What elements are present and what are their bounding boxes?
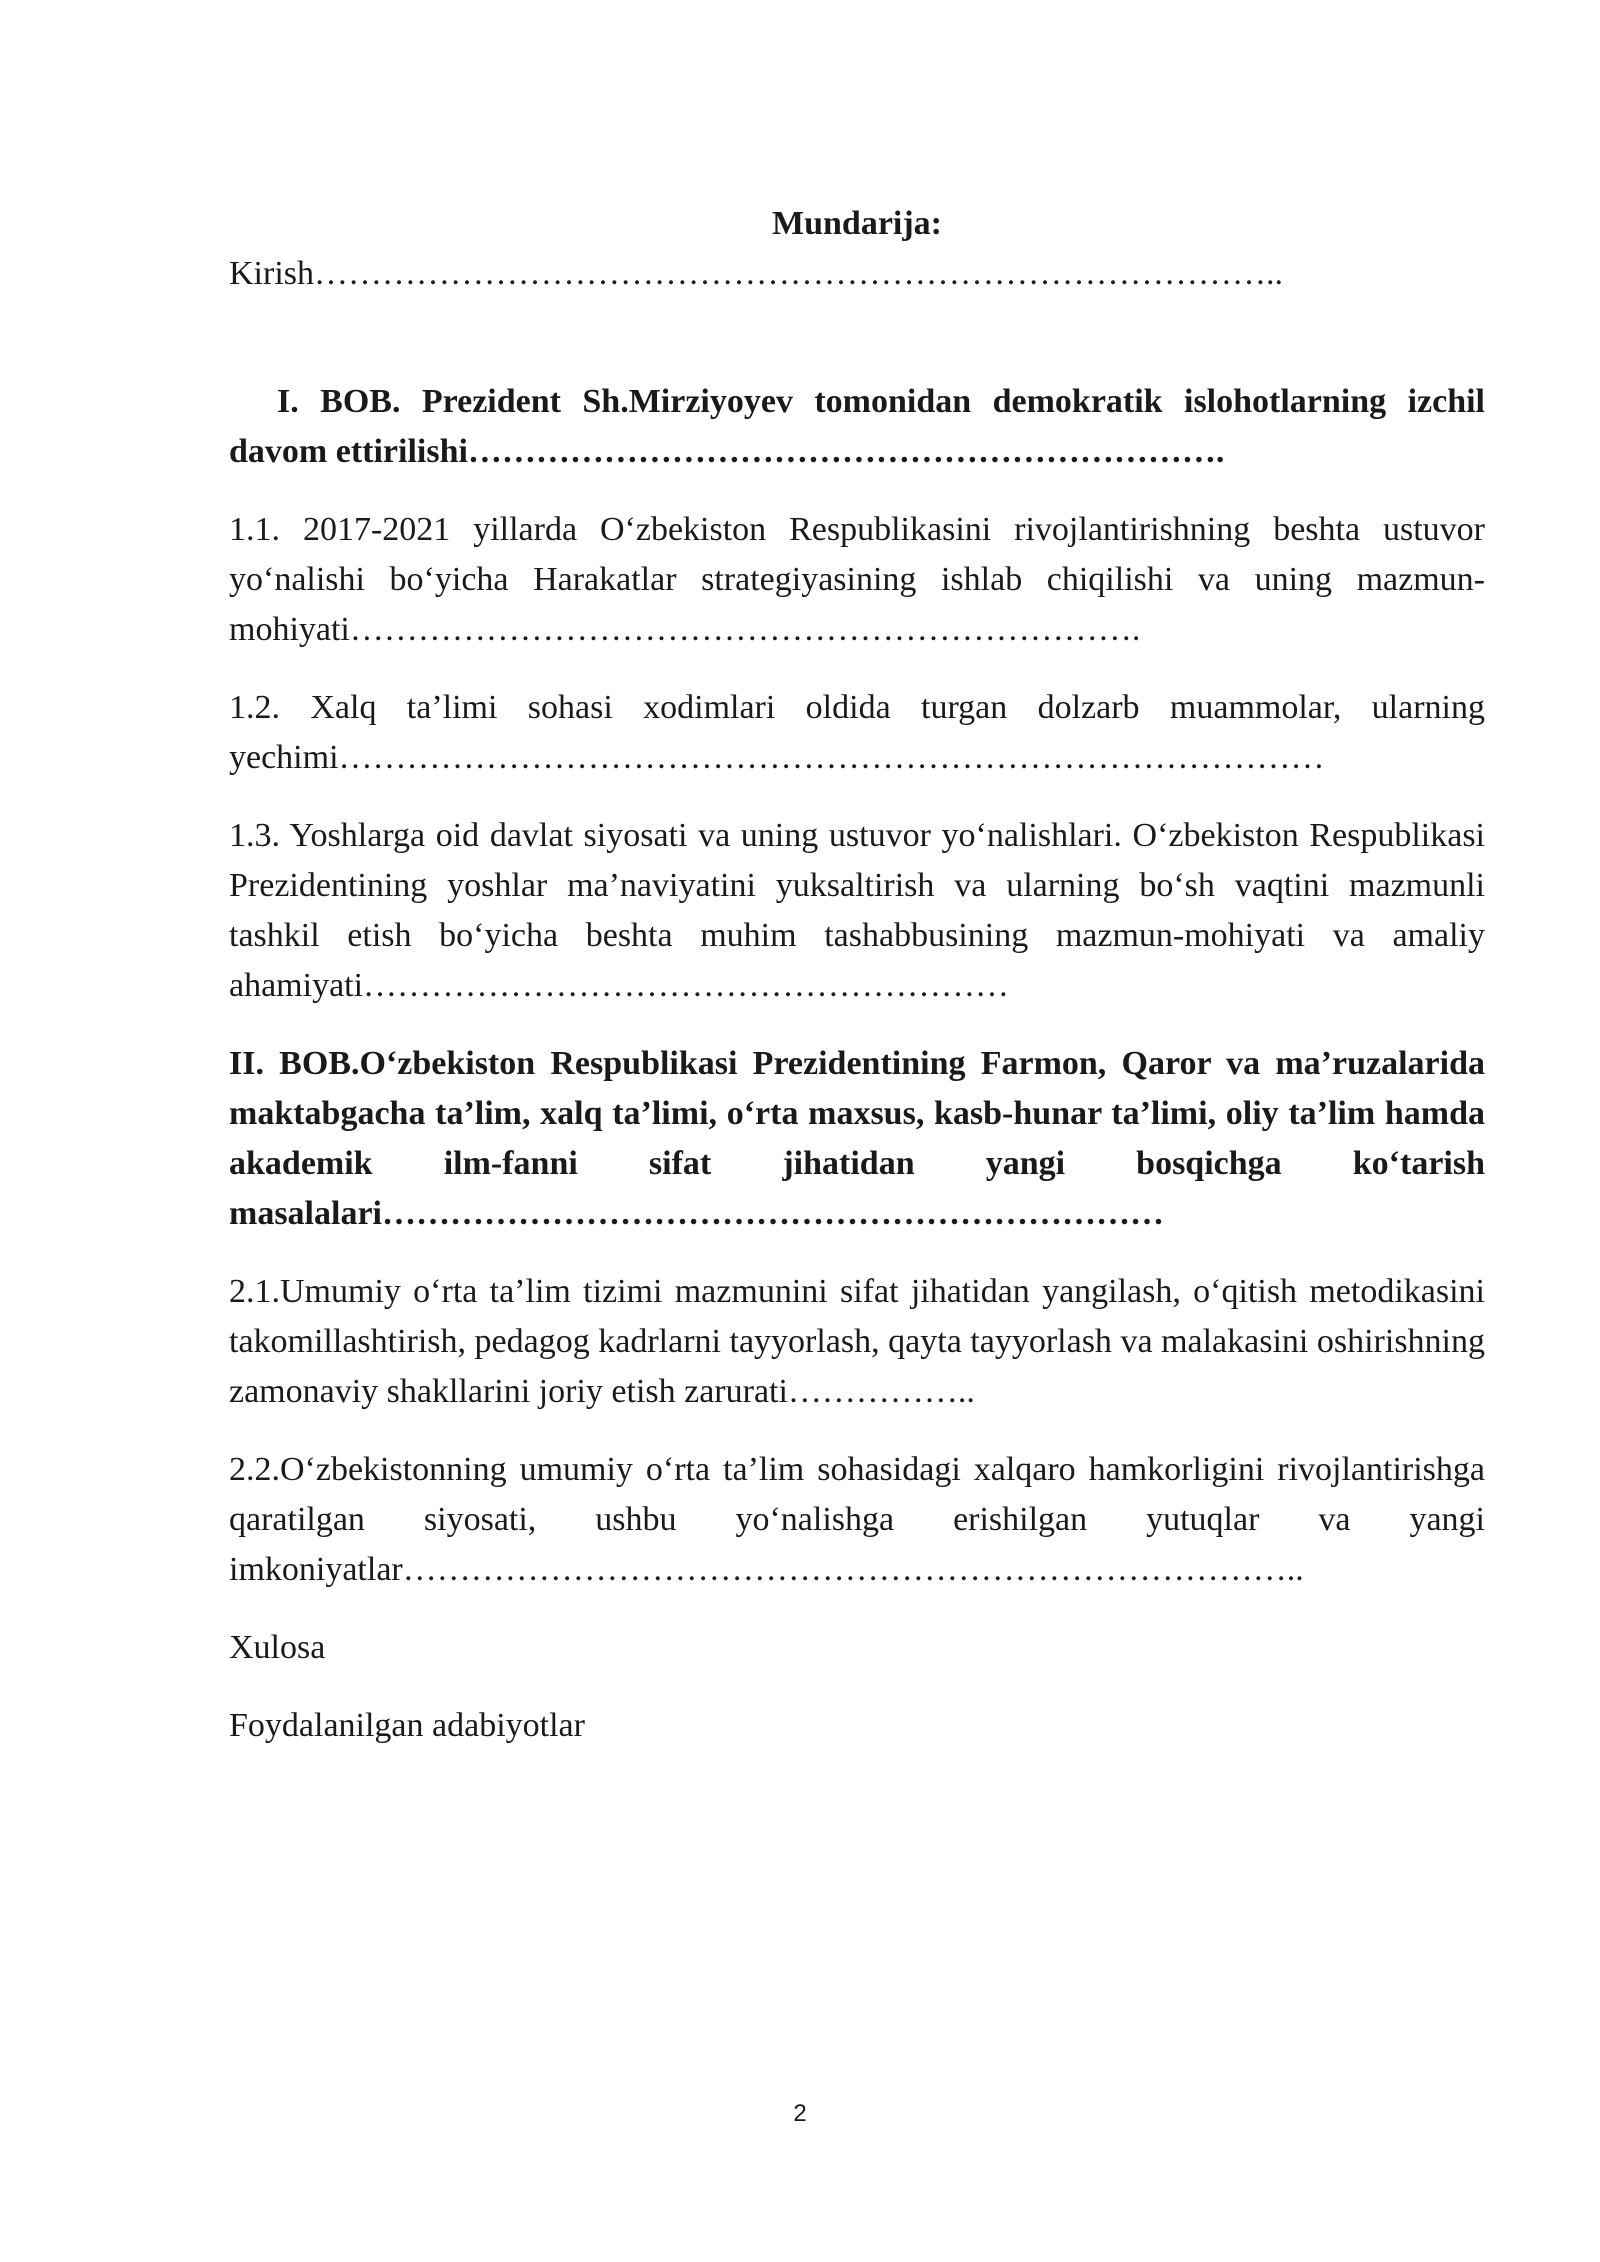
toc-entry-introduction: Kirish…………………………………………………………………………..: [229, 255, 1283, 292]
toc-entry-section-2-1: 2.1.Umumiy o‘rta ta’lim tizimi mazmunini sifat jihatidan yangilash, o‘qitish metodikasini takomillashtirish, pedagog kadrlarni tayyorlash, qayta tayyorlash va malakasini oshirishning zamonaviy shakllarini joriy etish zarurati……………..: [229, 1273, 1485, 1410]
toc-entry-conclusion: Xulosa: [229, 1629, 326, 1666]
toc-entry-chapter-1: I. BOB. Prezident Sh.Mirziyoyev tomonidan demokratik islohotlarning izchil davom ettirilishi………………………………………………………….: [229, 383, 1485, 470]
page-number: 2: [793, 2100, 807, 2127]
toc-entry-section-2-2: 2.2.O‘zbekistonning umumiy o‘rta ta’lim sohasidagi xalqaro hamkorligini rivojlantirishga qaratilgan siyosati, ushbu yo‘nalishga erishilgan yutuqlar va yangi imkoniyatlar……………………………………………………………………..: [229, 1451, 1485, 1588]
toc-entry-references: Foydalanilgan adabiyotlar: [229, 1707, 585, 1744]
table-of-contents: [229, 199, 1485, 1751]
toc-entry-section-1-1: 1.1. 2017-2021 yillarda O‘zbekiston Respublikasini rivojlantirishning beshta ustuvor yo‘nalishi bo‘yicha Harakatlar strategiyasining ishlab chiqilishi va uning mazmun-mohiyati…………………………………………………………….: [229, 511, 1485, 648]
toc-entry-section-1-3: 1.3. Yoshlarga oid davlat siyosati va uning ustuvor yo‘nalishlari. O‘zbekiston Respublikasi Prezidentining yoshlar ma’naviyatini yuksaltirish va ularning bo‘sh vaqtini mazmunli tashkil etish bo‘yicha beshta muhim tashabbusining mazmun-mohiyati va amaliy ahamiyati…………………………………………………: [229, 817, 1485, 1004]
toc-entry-section-1-2: 1.2. Xalq ta’limi sohasi xodimlari oldida turgan dolzarb muammolar, ularning yechimi……………………………………………………………………………: [229, 689, 1485, 776]
toc-entry-chapter-2: II. BOB.O‘zbekiston Respublikasi Prezidentining Farmon, Qaror va ma’ruzalarida maktabgacha ta’lim, xalq ta’limi, o‘rta maxsus, kasb-hunar ta’limi, oliy ta’lim hamda akademik ilm-fanni sifat jihatidan yangi bosqichga ko‘tarish masalalari……………………………………………………………: [229, 1045, 1485, 1232]
page-title: Mundarija:: [772, 205, 942, 242]
